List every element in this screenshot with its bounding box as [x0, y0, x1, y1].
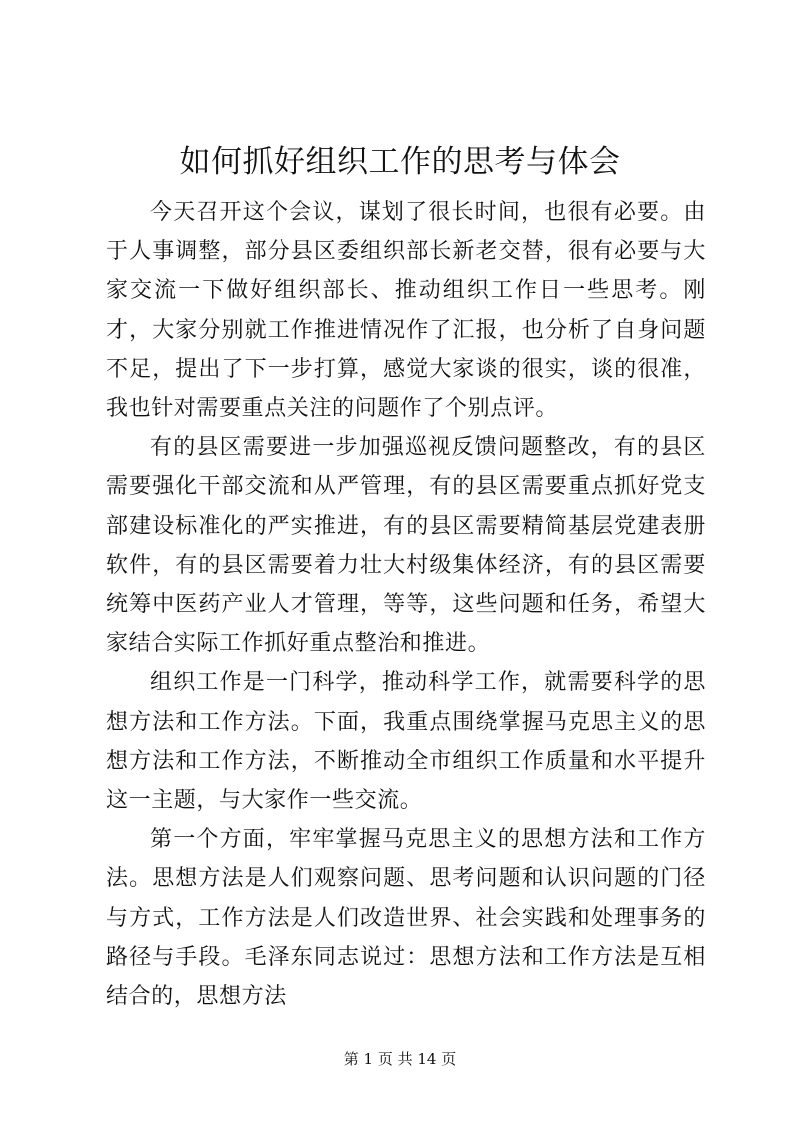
paragraph-1: 今天召开这个会议，谋划了很长时间，也很有必要。由于人事调整，部分县区委组织部长新老交替，很有必要与大家交流一下做好组织部长、推动组织工作日一些思考。刚才，大家分别就工作推进情况作了汇报，也分析了自身问题不足，提出了下一步打算，感觉大家谈的很实，谈的很准，我也针对需要重点关注的问题作了个别点评。	[106, 200, 706, 422]
document-title: 如何抓好组织工作的思考与体会	[179, 144, 621, 180]
document-body	[106, 193, 706, 1016]
page-number-footer: 第 1 页 共 14 页	[343, 1050, 457, 1068]
paragraph-3: 组织工作是一门科学，推动科学工作，就需要科学的思想方法和工作方法。下面，我重点围绕掌握马克思主义的思想方法和工作方法，不断推动全市组织工作质量和水平提升这一主题，与大家作一些交流。	[106, 670, 706, 814]
paragraph-4: 第一个方面，牢牢掌握马克思主义的思想方法和工作方法。思想方法是人们观察问题、思考问题和认识问题的门径与方式，工作方法是人们改造世界、社会实践和处理事务的路径与手段。毛泽东同志说过：思想方法和工作方法是互相结合的，思想方法	[106, 827, 706, 1010]
paragraph-2: 有的县区需要进一步加强巡视反馈问题整改，有的县区需要强化干部交流和从严管理，有的县区需要重点抓好党支部建设标准化的严实推进，有的县区需要精简基层党建表册软件，有的县区需要着力壮大村级集体经济，有的县区需要统筹中医药产业人才管理，等等，这些问题和任务，希望大家结合实际工作抓好重点整治和推进。	[106, 435, 706, 657]
